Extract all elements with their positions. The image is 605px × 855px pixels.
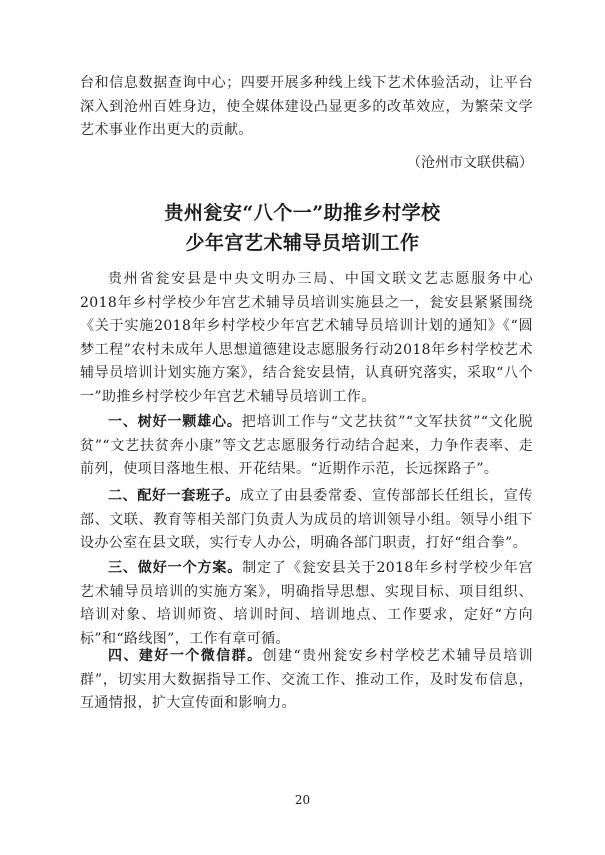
article-section-4 — [80, 645, 533, 716]
article-section-1 — [80, 411, 533, 482]
article-source: （沧州市文联供稿） — [407, 155, 533, 171]
section-3-body: 制定了《瓮安县关于2018年乡村学校少年宫艺术辅导员培训的实施方案》，明确指导思想、实现目标、项目组织、培训对象、培训师资、培训时间、培训地点、工作要求，定好“方向标”和“路线图”，工作有章可循。 — [80, 560, 533, 647]
section-3-heading: 三、做好一个方案。 — [108, 560, 243, 576]
page-number: 20 — [294, 793, 311, 807]
section-4-body: 创建“贵州瓮安乡村学校艺术辅导员培训群”，切实用大数据指导工作、交流工作、推动工作，及时发布信息，互通情报，扩大宣传面和影响力。 — [80, 648, 533, 711]
section-1-body: 把培训工作与“文艺扶贫”“文军扶贫”“文化脱贫”“文艺扶贫奔小康”等文艺志愿服务行动结合起来，力争作表率、走前列，使项目落地生根、开花结果。“近期作示范，长远探路子”。 — [80, 414, 533, 477]
article-title-line-2: 少年宫艺术辅导员培训工作 — [185, 232, 420, 254]
previous-article-ending: 台和信息数据查询中心；四要开展多种线上线下艺术体验活动，让平台深入到沧州百姓身边，使全媒体建设凸显更多的改革效应，为繁荣文学艺术事业作出更大的贡献。 — [80, 75, 533, 138]
section-4-heading: 四、建好一个微信群。 — [108, 648, 263, 664]
section-1-heading: 一、树好一颗雄心。 — [108, 414, 242, 430]
section-2-heading: 二、配好一套班子。 — [108, 488, 240, 504]
article-intro: 贵州省瓮安县是中央文明办三局、中国文联文艺志愿服务中心2018年乡村学校少年宫艺术辅导员培训实施县之一，瓮安县紧紧围绕《关于实施2018年乡村学校少年宫艺术辅导员培训计划的通知》《“圆梦工程”农村未成年人思想道德建设志愿服务行动2018年乡村学校艺术辅导员培训计划实施方案》，结合瓮安县情，认真研究落实，采取“八个一”助推乡村学校少年宫艺术辅导员培训工作。 — [80, 271, 533, 405]
article-title-line-1: 贵州瓮安“八个一”助推乡村学校 — [164, 202, 441, 224]
section-2-body: 成立了由县委常委、宣传部部长任组长，宣传部、文联、教育等相关部门负责人为成员的培训领导小组。领导小组下设办公室在县文联，实行专人办公，明确各部门职责，打好“组合拳”。 — [80, 488, 533, 551]
article-section-2 — [80, 485, 533, 556]
article-section-3 — [80, 557, 533, 651]
